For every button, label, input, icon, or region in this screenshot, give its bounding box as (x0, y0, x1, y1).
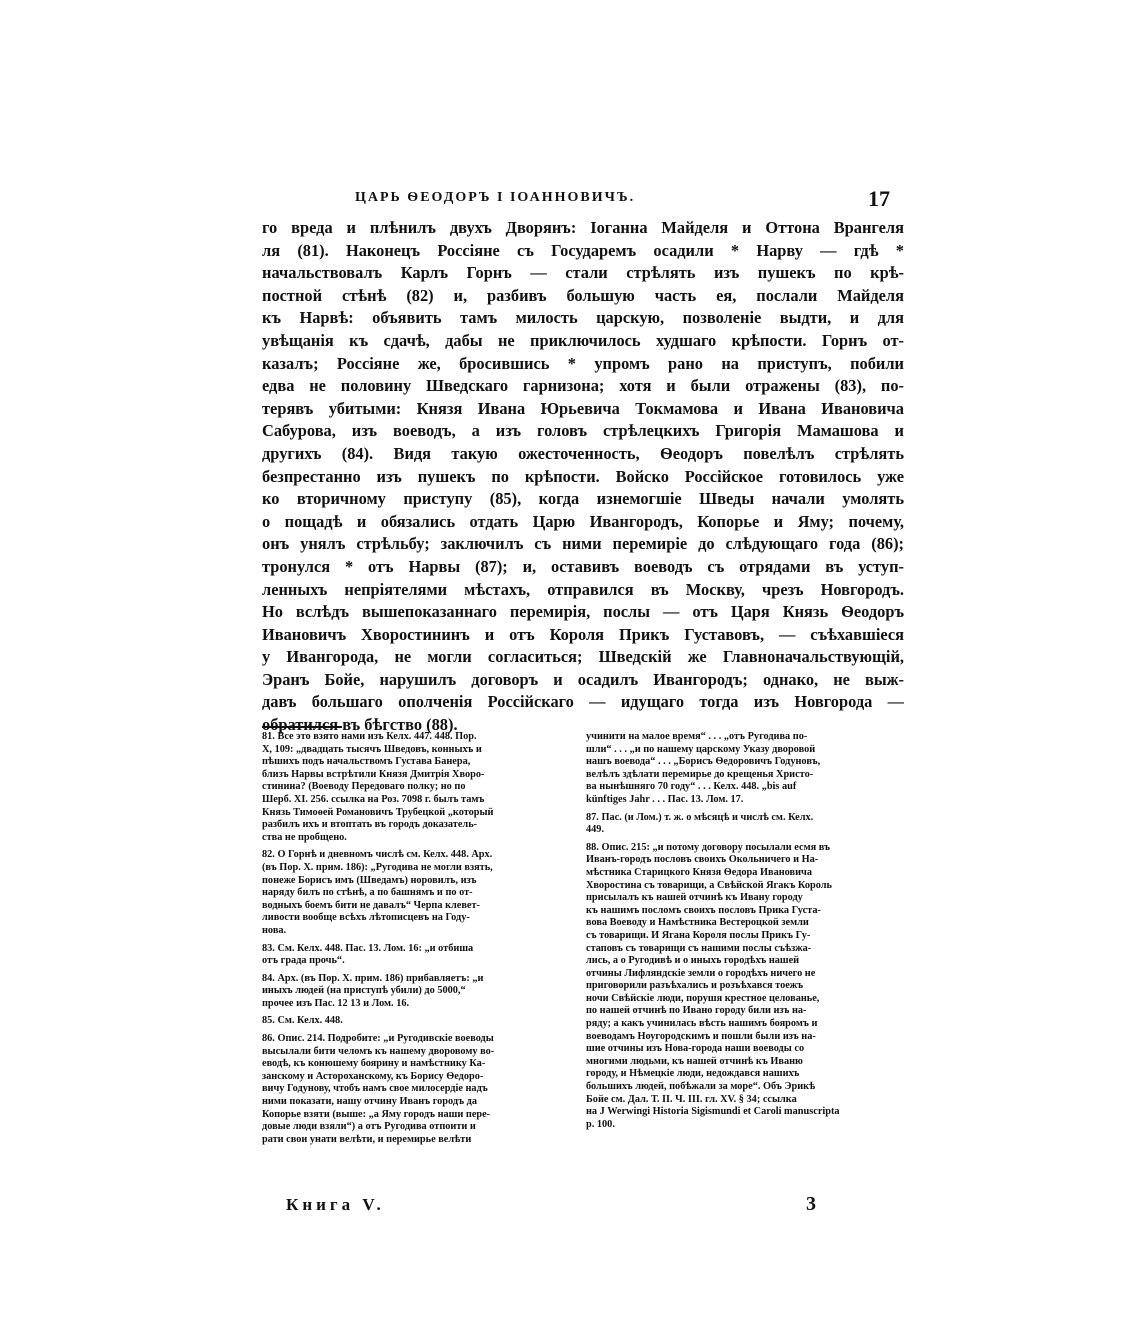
main-text-line: о пощадѣ и обязались отдать Царю Ивангородъ, Копорье и Яму; почему, (262, 511, 904, 531)
footnote (262, 973, 583, 1011)
footnote-line: ночи Свѣйскіе люди, порушя крестное целованье, (586, 992, 820, 1004)
footnote (262, 731, 583, 844)
footnote (586, 842, 904, 1132)
footnote-line: пѣшихъ подъ начальствомъ Густава Банера, (262, 756, 471, 768)
footnote (262, 943, 583, 968)
main-text-line: безпрестанно изъ пушекъ по крѣпости. Войско Россійское готовилось уже (262, 466, 904, 486)
footnote-line: понеже Борисъ имъ (Шведамъ) норовилъ, изъ (262, 874, 477, 886)
footnote-line: 81. Все это взято нами изъ Келх. 447. 448. Пор. (262, 731, 477, 742)
footnote-line: p. 100. (586, 1118, 615, 1130)
footnote-line: довые люди взяли“) а отъ Ругодива отпоити и (262, 1121, 476, 1133)
footnote-line: ряду; а какъ учинилась вѣсть нашимъ бояромъ и (586, 1018, 818, 1030)
main-text-line: увѣщанія къ сдачѣ, дабы не приключилось худшаго крѣпости. Горнъ от- (262, 330, 904, 350)
footnote-line: близъ Нарвы встрѣтили Князя Дмитрія Хворо- (262, 768, 485, 780)
footnote-line: Бойе см. Дал. Т. II. Ч. III. гл. XV. § 34; ссылка (586, 1093, 797, 1105)
footnote-line: Иванъ-городъ пословъ своихъ Окольничего и На- (586, 854, 819, 866)
footnote-line: ними показати, нашу отчину Иванъ городъ да (262, 1096, 478, 1108)
footnote-line: нова. (262, 924, 287, 936)
footnote-line: большихъ людей, побѣжали за море“. Объ Эрикѣ (586, 1081, 816, 1093)
footnote-line: 86. Опис. 214. Подробите: „и Ругодивскіе воеводы (262, 1033, 494, 1045)
main-text-line: къ Нарвѣ: объявить тамъ милость царскую, позволеніе выдти, и для (262, 308, 904, 328)
footnote-line: шли“ . . . „и по нашему царскому Указу дворовой (586, 743, 816, 755)
footnote-line: 87. Пас. (и Лом.) т. ж. о мѣсяцѣ и числѣ см. Келх. (586, 811, 814, 823)
footnote (262, 1033, 583, 1146)
footnotes-left-column (262, 731, 583, 1146)
footnote-line: Хворостина съ товарищи, а Свѣйской Ягакъ Король (586, 879, 832, 891)
footnote-line: водныхъ боемъ бити не давалъ“ Черпа клевет- (262, 899, 480, 911)
footnote-line: 88. Опис. 215: „и потому договору посылали есмя въ (586, 841, 831, 853)
footnote-line: къ нашимъ посломъ своихъ пословъ Прика Густа- (586, 904, 821, 916)
footnote-line: стаповъ съ товарищи съ нашими послы съѣзжа- (586, 942, 812, 954)
main-text-line: онъ унялъ стрѣльбу; заключилъ съ ними перемиріе до слѣдующаго года (86); (262, 534, 904, 554)
sheet-number: 3 (806, 1193, 816, 1215)
footnote-line: 82. О Горнѣ и дневномъ числѣ см. Келх. 448. Арх. (262, 849, 493, 861)
main-text-line: начальствовалъ Карлъ Горнъ — стали стрѣлять изъ пушекъ по крѣ- (262, 263, 904, 283)
footnote-line: вова Воеводу и Намѣстника Вестероцкой земли (586, 917, 809, 929)
main-text-block (262, 217, 904, 737)
main-text-line: Но вслѣдъ вышепоказаннаго перемирія, послы — отъ Царя Князь Ѳеодоръ (262, 602, 904, 622)
footnote-line: городу, и Нѣмецкіе люди, недождався нашихъ (586, 1068, 800, 1080)
footnote-line: прочее изъ Пас. 12 13 и Лом. 16. (262, 997, 410, 1009)
footnote-line: воеводамъ Ноугородскимъ и пошли были изъ на- (586, 1030, 816, 1042)
main-text-line: го вреда и плѣнилъ двухъ Дворянъ: Іоганна Майделя и Оттона Врангеля (262, 218, 904, 237)
main-text-line: ленныхъ непріятелями мѣстахъ, отправился въ Москву, чрезъ Новгородъ. (262, 579, 904, 599)
footnote-line: нашъ воевода“ . . . „Борисъ Ѳедоровичъ Годуновъ, (586, 756, 821, 768)
footnote-line: (въ Пор. X. прим. 186): „Ругодива не могли взять, (262, 861, 493, 873)
footnote-line: высылали бити челомъ къ нашему дворовому во- (262, 1045, 495, 1057)
footnote-line: Князь Тимоѳей Романовичъ Трубецкой „который (262, 806, 494, 818)
signature-mark: Книга V. (286, 1195, 385, 1214)
footnote-line: шие отчины изъ Нова-города наши воеводы со (586, 1043, 805, 1055)
footnote-line: разбилъ ихъ и втоптать въ городъ доказатель- (262, 819, 478, 831)
main-text-line: Сабурова, изъ воеводъ, а изъ головъ стрѣлецкихъ Григорія Мамашова и (262, 421, 904, 441)
main-text-line: едва не половину Шведскаго гарнизона; хотя и были отражены (83), по- (262, 376, 904, 396)
footnote-line: 84. Арх. (въ Пор. X. прим. 186) прибавляетъ: „и (262, 972, 484, 984)
footnote (586, 812, 904, 837)
footnote-line: 83. См. Келх. 448. Пас. 13. Лом. 16: „и отбиша (262, 942, 474, 954)
footnote-line: ливости вообще всѣхъ лѣтописцевъ на Году- (262, 912, 470, 924)
footnote-line: наряду билъ по стѣнѣ, а по башнямъ и по от- (262, 887, 473, 899)
footnote-line: занскому и Астороханскому, къ Борису Ѳедоро- (262, 1070, 484, 1082)
main-text-line: давъ большаго ополченія Россійскаго — идущаго тогда изъ Новгорода — (262, 692, 904, 712)
footnote-line: велѣлъ здѣлати перемирье до крещенья Христо- (586, 768, 814, 780)
main-text-line: казалъ; Россіяне же, бросившись * упромъ рано на приступъ, побили (262, 353, 904, 373)
main-text-line: постной стѣнѣ (82) и, разбивъ большую часть ея, послали Майделя (262, 285, 904, 305)
page-number: 17 (868, 186, 890, 211)
footnote-rule (262, 726, 342, 728)
footnote-line: отчины Лифляндскіе земли о городѣхъ ничего не (586, 967, 816, 979)
footnote (586, 731, 904, 807)
main-text-line: у Ивангорода, не могли согласиться; Шведскій же Главноначальствующій, (262, 647, 904, 667)
footnote-line: Копорье взяти (выше: „а Яму городъ наши пере- (262, 1108, 491, 1120)
main-text-line: терявъ убитыми: Князя Ивана Юрьевича Токмамова и Ивана Ивановича (262, 398, 904, 418)
footnote-line: лись, а о Ругодивѣ и о иныхъ городѣхъ нашей (586, 955, 800, 967)
footnote-line: иныхъ людей (на приступѣ убили) до 5000,“ (262, 985, 466, 997)
footnote-line: ства не пробщено. (262, 831, 347, 843)
main-text-line: ля (81). Наконецъ Россіяне съ Государемъ осадили * Нарву — гдѣ * (262, 240, 904, 260)
footnote-line: Шерб. XI. 256. ссылка на Роз. 7098 г. былъ тамъ (262, 793, 485, 805)
footnote (262, 1015, 583, 1028)
main-text-line: Эранъ Бойе, нарушилъ договоръ и осадилъ Ивангородъ; однако, не выж- (262, 669, 904, 689)
footnote-line: X, 109: „двадцать тысячъ Шведовъ, конныхъ и (262, 743, 482, 755)
running-header-title: ЦАРЬ ѲЕОДОРЪ I ІОАННОВИЧЪ. (355, 190, 636, 205)
footnote-line: стинина? (Воеводу Передоваго полку; но по (262, 781, 466, 793)
footnote-line: ва нынѣшняго 70 году“ . . . Келх. 448. „bis auf (586, 781, 797, 793)
footnote-line: отъ града прочь“. (262, 955, 345, 967)
footnote (262, 849, 583, 937)
main-text-line: Ивановичъ Хворостининъ и отъ Короля Прикъ Густавовъ, — съѣхавшіеся (262, 624, 904, 644)
footnote-line: künftiges Jahr . . . Пас. 13. Лом. 17. (586, 793, 744, 805)
footnotes-right-column (586, 731, 904, 1131)
footnote-line: еводѣ, къ конюшему боярину и намѣстнику Ка- (262, 1058, 486, 1070)
footnote-line: многими людьми, къ нашей отчинѣ къ Иваню (586, 1055, 803, 1067)
footnote-line: рати свои унати велѣти, и перемирье велѣти (262, 1133, 472, 1145)
footnote-line: учинити на малое время“ . . . „отъ Ругодива по- (586, 731, 808, 742)
footnote-line: приговорили разъѣхались и розъѣхався тоежъ (586, 980, 804, 992)
footnote-line: по нашей отчинѣ по Ивано городу били изъ на- (586, 1005, 807, 1017)
main-text-line: обратился въ бѣгство (88). (262, 715, 458, 735)
footnote-line: съ товарищи. И Ягана Короля послы Прикъ Гу- (586, 929, 811, 941)
main-text-line: тронулся * отъ Нарвы (87); и, оставивъ воеводъ съ отрядами въ уступ- (262, 556, 904, 576)
footnote-line: мѣстника Старицкого Князя Ѳедора Ивановича (586, 866, 812, 878)
footnote-line: 85. См. Келх. 448. (262, 1015, 343, 1027)
main-text-line: другихъ (84). Видя такую ожесточенность, Ѳеодоръ повелѣлъ стрѣлять (262, 443, 904, 463)
footnote-line: вичу Годунову, чтобъ намъ свое милосердіе надъ (262, 1083, 488, 1095)
footnote-line: на J Werwingi Historia Sigismundi et Caroli manuscripta (586, 1106, 840, 1118)
footnote-line: присылалъ къ нашей отчинѣ къ Ивану городу (586, 892, 803, 904)
footnote-line: 449. (586, 824, 605, 836)
main-text-line: ко вторичному приступу (85), когда изнемогшіе Шведы начали умолять (262, 489, 904, 509)
